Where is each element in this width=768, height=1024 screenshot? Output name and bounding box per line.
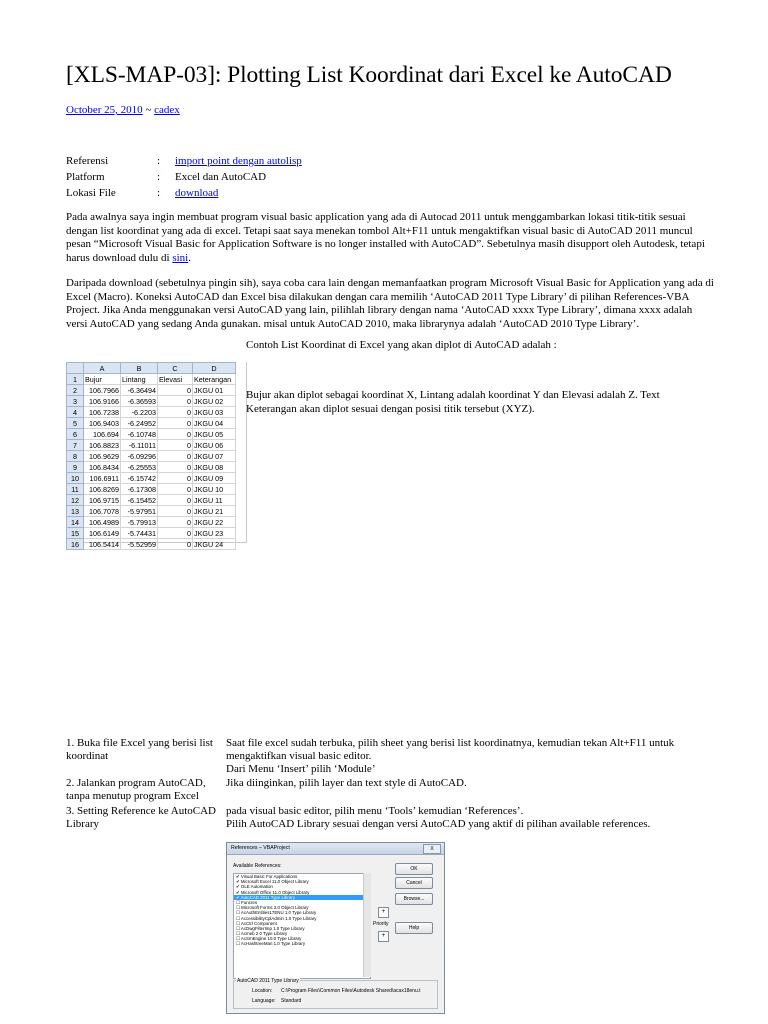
excel-cell: Bujur [84,374,121,385]
excel-cell: -6.25553 [121,462,158,473]
excel-corner-cell [67,363,84,374]
excel-row [67,473,236,484]
step-3-text [226,805,696,831]
priority-label: Priority [373,921,389,927]
step-1-line-2: Dari Menu ‘Insert’ pilih ‘Module’ [226,763,376,775]
reference-item[interactable]: ☐ Funcres [236,899,258,905]
excel-cell: 106.7078 [84,506,121,517]
excel-cell: 106.8823 [84,440,121,451]
reference-info-group [233,980,438,1009]
references-scrollbar[interactable] [363,873,371,977]
excel-cell: JKGU 23 [193,528,236,539]
excel-cell: Keterangan [193,374,236,385]
excel-cell: JKGU 02 [193,396,236,407]
step-3-label: 3. Setting Reference ke AutoCAD Library [66,805,216,830]
excel-cell: 0 [158,484,193,495]
info-label: Referensi [66,155,109,167]
excel-row-number: 12 [67,495,84,506]
reference-item[interactable]: ☐ AcCtrl Component [236,920,277,926]
excel-cell: 106.9629 [84,451,121,462]
excel-cell: JKGU 01 [193,385,236,396]
step-1-line-1: Saat file excel sudah terbuka, pilih sheet yang berisi list koordinatnya, kemudian tekan Alt+F11 untuk mengaktifkan visual basic editor. [226,737,675,762]
excel-cell: 106.9715 [84,495,121,506]
excel-cell: JKGU 05 [193,429,236,440]
excel-cell: 0 [158,407,193,418]
help-button[interactable]: Help [395,922,433,934]
excel-row [67,407,236,418]
reference-item[interactable]: ✔ Visual Basic For Applications [236,874,298,879]
excel-cell: -5.74431 [121,528,158,539]
reference-item[interactable]: ☐ Acmeb 2.0 Type Library [236,931,288,937]
excel-row [67,385,236,396]
excel-row [67,429,236,440]
excel-cell: -6.11011 [121,440,158,451]
author-link[interactable]: cadex [154,104,180,116]
excel-row-number: 2 [67,385,84,396]
excel-row-number: 13 [67,506,84,517]
excel-cell: JKGU 08 [193,462,236,473]
excel-cell: Lintang [121,374,158,385]
excel-column-letter: C [158,363,193,374]
excel-cell: JKGU 22 [193,517,236,528]
referensi-link[interactable]: import point dengan autolisp [175,155,302,167]
excel-row-number: 4 [67,407,84,418]
excel-cell: JKGU 09 [193,473,236,484]
excel-row [67,440,236,451]
excel-column-letter: D [193,363,236,374]
excel-row-number: 8 [67,451,84,462]
step-2-text: Jika diinginkan, pilih layer dan text style di AutoCAD. [226,777,467,789]
info-colon: : [157,187,161,199]
reference-item[interactable]: ✔ Microsoft Office 11.0 Object Library [236,889,310,895]
step-1-label: 1. Buka file Excel yang berisi list koordinat [66,737,213,762]
language-label: Language: [252,998,276,1004]
excel-cell: JKGU 06 [193,440,236,451]
info-colon: : [157,171,161,183]
excel-cell: Elevasi [158,374,193,385]
ok-button[interactable]: OK [395,863,433,875]
excel-column-letter: B [121,363,158,374]
paragraph-1-end: . [188,251,191,264]
excel-cell: 106.8269 [84,484,121,495]
dialog-title: References – VBAProject [231,845,290,851]
excel-cell: 0 [158,429,193,440]
excel-row-number: 16 [67,539,84,550]
excel-cell: -6.17308 [121,484,158,495]
excel-cell: JKGU 04 [193,418,236,429]
excel-row [67,517,236,528]
excel-cell: 0 [158,506,193,517]
excel-cell: -5.52959 [121,539,158,550]
references-dialog [226,842,445,1014]
step-3-line-1: pada visual basic editor, pilih menu ‘Tools’ kemudian ‘References’. [226,805,524,817]
excel-row-number: 6 [67,429,84,440]
dialog-titlebar [227,843,444,855]
info-label: Lokasi File [66,187,116,199]
excel-cell: 106.4989 [84,517,121,528]
excel-cell: 106.6911 [84,473,121,484]
excel-cell: 0 [158,528,193,539]
excel-cell: -6.24952 [121,418,158,429]
step-2-label: 2. Jalankan program AutoCAD, tanpa menutup program Excel [66,777,206,802]
excel-cell: JKGU 10 [193,484,236,495]
excel-cell: 0 [158,418,193,429]
step-1-text [226,737,696,776]
reference-item[interactable]: ✔ AutoCAD 2011 Type Library [234,895,370,900]
excel-row-number: 7 [67,440,84,451]
excel-row [67,418,236,429]
paragraph-1-text: Pada awalnya saya ingin membuat program visual basic application yang ada di Autocad 2011 untuk menggambarkan lokasi titik-titik sesuai dengan list koordinat yang ada di excel. Tetapi saat saya menekan tombol Alt+F11 untuk mengaktifkan visual basic di AutoCAD 2011 muncul pesan “Microsoft Visual Basic for Application Software is no longer installed with AutoCAD”. Sebetulnya masih disupport oleh Autodesk, tetapi harus download dulu di [66,211,705,264]
excel-cell: -6.36494 [121,385,158,396]
excel-cell: 0 [158,451,193,462]
reference-item[interactable]: ☐ AcAuthEntities17ENU 1.0 Type Library [236,910,317,916]
excel-cell: -5.79913 [121,517,158,528]
info-colon: : [157,155,161,167]
excel-cell: JKGU 07 [193,451,236,462]
excel-cell: JKGU 21 [193,506,236,517]
excel-cell: JKGU 03 [193,407,236,418]
excel-cell: 106.7966 [84,385,121,396]
excel-cell: 0 [158,495,193,506]
excel-cell: -6.15742 [121,473,158,484]
excel-cell: -6.15452 [121,495,158,506]
excel-cell: 106.7238 [84,407,121,418]
group-title: AutoCAD 2011 Type Library [237,978,299,984]
reference-item[interactable]: ☐ AcSmEngine 10.0 Type Library [236,936,302,942]
excel-cell: 106.8434 [84,462,121,473]
paragraph-1 [66,211,716,265]
excel-cell: 0 [158,473,193,484]
meta-separator: ~ [142,104,155,116]
excel-cell: 0 [158,462,193,473]
excel-cell: 0 [158,539,193,550]
close-icon[interactable]: X [423,844,441,854]
post-meta [66,104,180,116]
excel-screenshot [66,362,247,549]
excel-cell: 106.6149 [84,528,121,539]
excel-row-number: 1 [67,374,84,385]
excel-cell: -6.2203 [121,407,158,418]
browse-button[interactable]: Browse... [395,893,433,905]
excel-table [66,362,236,550]
excel-cell: -6.36593 [121,396,158,407]
excel-row [67,506,236,517]
step-3-line-2: Pilih AutoCAD Library sesuai dengan versi AutoCAD yang aktif di pilihan available references. [226,818,651,830]
post-date-link[interactable]: October 25, 2010 [66,104,143,116]
info-label: Platform [66,171,105,183]
excel-cell: 106.9403 [84,418,121,429]
cancel-button[interactable]: Cancel [395,877,433,889]
excel-cell: 0 [158,385,193,396]
excel-caption: Contoh List Koordinat di Excel yang akan diplot di AutoCAD adalah : [246,339,557,351]
excel-cell: 106.694 [84,429,121,440]
reference-item[interactable]: ✔ OLE Automation [236,884,273,890]
excel-row [67,451,236,462]
excel-row [67,495,236,506]
excel-cell: 0 [158,517,193,528]
excel-cell: -5.97951 [121,506,158,517]
priority-up-button[interactable]: + [378,907,389,918]
excel-cell: JKGU 24 [193,539,236,550]
coordinate-description: Bujur akan diplot sebagai koordinat X, Lintang adalah koordinat Y dan Elevasi adalah Z. Text Keterangan akan diplot sesuai dengan posisi titik tersebut (XYZ). [246,389,660,415]
language-value: Standard [281,998,302,1004]
excel-row-number: 3 [67,396,84,407]
excel-row-number: 11 [67,484,84,495]
reference-item[interactable]: ☐ AcDwgFilterImp 1.0 Type Library [236,925,305,931]
paragraph-2: Daripada download (sebetulnya pingin sih), saya coba cara lain dengan memanfaatkan program Microsoft Visual Basic for Application yang ada di Excel (Macro). Koneksi AutoCAD dan Excel bisa dilakukan dengan cara memilih ‘AutoCAD 2011 Type Library’ di pilihan References-VBA Project. Jika Anda menggunakan versi AutoCAD yang lain, pilihlah library dengan nama ‘AutoCAD xxxx Type Library’, dimana xxxx adalah versi AutoCAD yang sedang Anda gunakan. misal untuk AutoCAD 2010, maka librarynya adalah ‘AutoCAD 2010 Type Library’. [66,277,714,330]
excel-row [67,539,236,550]
priority-down-button[interactable]: + [378,931,389,942]
excel-row-number: 15 [67,528,84,539]
reference-item[interactable]: ✔ Microsoft Excel 11.0 Object Library [236,879,309,885]
excel-row [67,528,236,539]
excel-cell: 106.5414 [84,539,121,550]
excel-column-header-row [67,363,236,374]
excel-row [67,374,236,385]
platform-value: Excel dan AutoCAD [175,171,267,183]
references-list[interactable] [233,873,371,979]
excel-column-letter: A [84,363,121,374]
location-value: C:\Program Files\Common Files\Autodesk Shared\acax18enu.t [281,988,421,994]
page-title: [XLS-MAP-03]: Plotting List Koordinat dari Excel ke AutoCAD [66,62,672,88]
excel-row-number: 14 [67,517,84,528]
excel-cell: 0 [158,396,193,407]
excel-cell: JKGU 11 [193,495,236,506]
available-references-label: Available References: [233,863,282,869]
reference-item[interactable]: ☐ AcHashtreeMan 1.0 Type Library [236,941,306,947]
location-label: Location: [252,988,273,994]
reference-item[interactable]: ☐ Microsoft Forms 2.0 Object Library [236,905,309,911]
sini-link[interactable]: sini [172,251,189,264]
excel-cell: -6.09296 [121,451,158,462]
excel-row [67,396,236,407]
excel-cell: 0 [158,440,193,451]
reference-item[interactable]: ☐ AccessibilityCplAdmin 1.0 Type Library [236,915,317,921]
excel-row-number: 10 [67,473,84,484]
excel-cell: 106.9166 [84,396,121,407]
excel-row-number: 9 [67,462,84,473]
excel-cell: -6.10748 [121,429,158,440]
excel-row-number: 5 [67,418,84,429]
excel-row [67,484,236,495]
download-link[interactable]: download [175,187,219,199]
excel-row [67,462,236,473]
